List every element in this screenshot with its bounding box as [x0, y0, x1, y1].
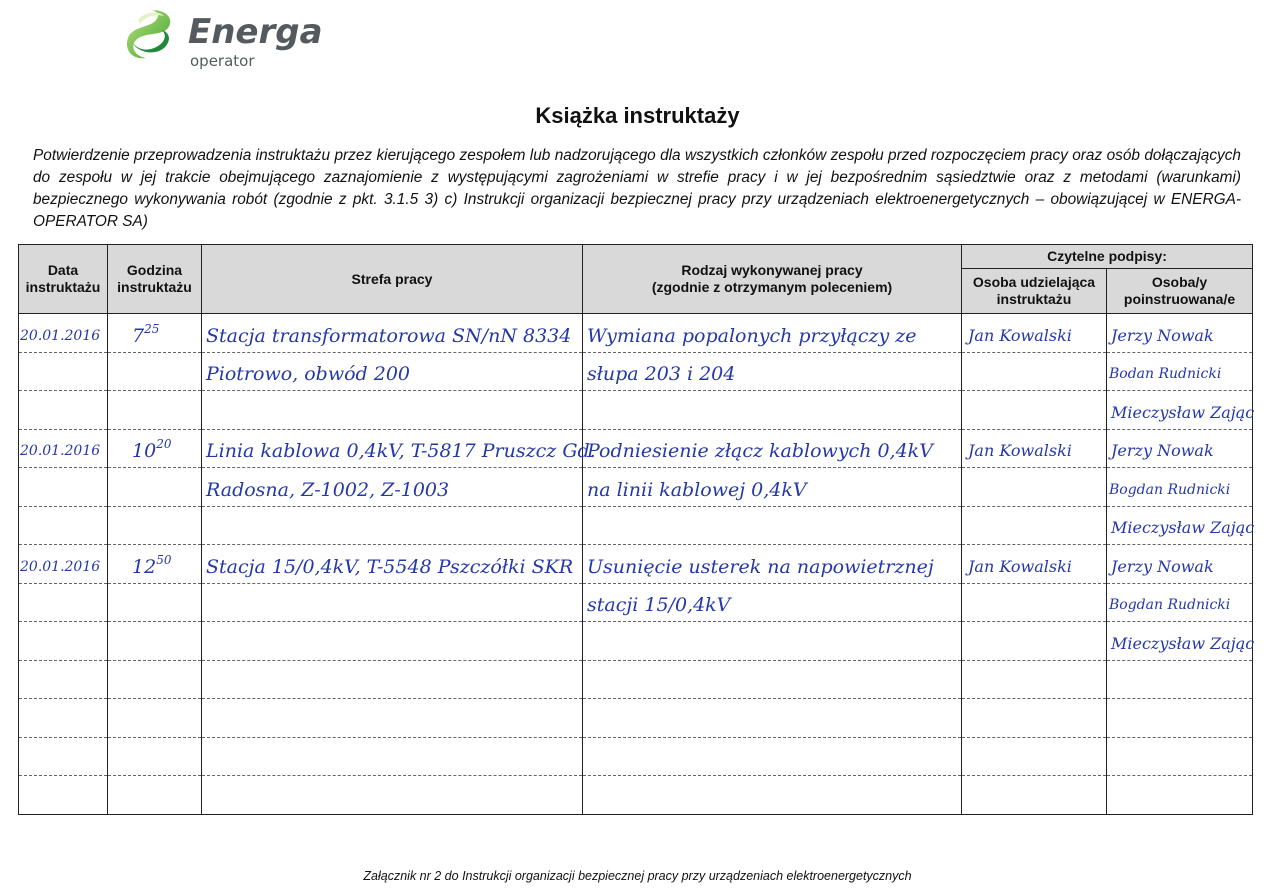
header-work-title: Rodzaj wykonywanej pracy: [681, 262, 863, 278]
work-cell[interactable]: [583, 583, 962, 622]
entry-time-hour: 7: [132, 324, 145, 347]
receiver-signature: Mieczysław Zając: [1111, 518, 1255, 537]
receiver-cell[interactable]: [1107, 352, 1253, 391]
receiver-signature: Jerzy Nowak: [1111, 556, 1214, 576]
receiver-cell[interactable]: [1107, 622, 1253, 661]
zone-line: Stacja transformatorowa SN/nN 8334: [206, 324, 572, 347]
giver-cell[interactable]: [962, 429, 1107, 468]
work-cell[interactable]: [583, 622, 962, 661]
receiver-cell[interactable]: [1107, 545, 1253, 584]
receiver-cell[interactable]: [1107, 737, 1253, 776]
date-cell[interactable]: [19, 583, 108, 622]
instruction-log-table: [18, 244, 1253, 815]
table-row: [19, 737, 1253, 776]
giver-cell[interactable]: [962, 583, 1107, 622]
giver-cell[interactable]: [962, 314, 1107, 353]
date-cell[interactable]: [19, 468, 108, 507]
header-date: Data instruktażu: [19, 245, 108, 314]
zone-cell[interactable]: [202, 506, 583, 545]
receiver-signature: Jerzy Nowak: [1111, 325, 1214, 345]
receiver-cell[interactable]: [1107, 429, 1253, 468]
giver-cell[interactable]: [962, 737, 1107, 776]
receiver-signature: Bodan Rudnicki: [1109, 366, 1222, 382]
header-time: Godzina instruktażu: [108, 245, 202, 314]
zone-cell[interactable]: [202, 699, 583, 738]
table-row: [19, 660, 1253, 699]
page-footer: Załącznik nr 2 do Instrukcji organizacji bezpiecznej pracy przy urządzeniach elektroenergetycznych: [363, 869, 912, 883]
table-row: [19, 776, 1253, 815]
work-cell[interactable]: [583, 352, 962, 391]
receiver-cell[interactable]: [1107, 660, 1253, 699]
entry-date: 20.01.2016: [20, 327, 101, 344]
giver-cell[interactable]: [962, 660, 1107, 699]
work-cell[interactable]: [583, 506, 962, 545]
entry-date: 20.01.2016: [20, 443, 101, 459]
time-cell[interactable]: [108, 776, 202, 815]
receiver-signature: Mieczysław Zając: [1111, 633, 1255, 653]
giver-cell[interactable]: [962, 622, 1107, 661]
time-cell[interactable]: [108, 352, 202, 391]
time-cell[interactable]: [108, 583, 202, 622]
work-cell[interactable]: [583, 699, 962, 738]
date-cell[interactable]: [19, 776, 108, 815]
time-cell[interactable]: [108, 391, 202, 430]
table-row: [19, 583, 1253, 622]
entry-time-minute: 20: [156, 437, 172, 451]
time-cell[interactable]: [108, 622, 202, 661]
receiver-cell[interactable]: [1107, 506, 1253, 545]
entry-time: [108, 549, 201, 583]
time-cell[interactable]: [108, 314, 202, 353]
date-cell[interactable]: [19, 622, 108, 661]
time-cell[interactable]: [108, 429, 202, 468]
brand-name: Energa: [188, 12, 323, 52]
work-line: Wymiana popalonych przyłączy ze: [587, 324, 917, 347]
date-cell[interactable]: [19, 506, 108, 545]
time-cell[interactable]: [108, 737, 202, 776]
header-receivers: Osoba/y poinstruowana/e: [1107, 269, 1253, 314]
entry-time-hour: 10: [132, 440, 157, 462]
work-line: słupa 203 i 204: [587, 363, 736, 385]
table-row: [19, 352, 1253, 391]
work-cell[interactable]: [583, 660, 962, 699]
header-zone: Strefa pracy: [202, 245, 583, 314]
receiver-cell[interactable]: [1107, 468, 1253, 507]
work-cell[interactable]: [583, 545, 962, 584]
table-row: [19, 429, 1253, 468]
zone-cell[interactable]: [202, 352, 583, 391]
giver-cell[interactable]: [962, 699, 1107, 738]
zone-cell[interactable]: [202, 737, 583, 776]
giver-cell[interactable]: [962, 776, 1107, 815]
table-row: [19, 314, 1253, 353]
header-giver: Osoba udzielająca instruktażu: [962, 269, 1107, 314]
date-cell[interactable]: [19, 429, 108, 468]
giver-signature: Jan Kowalski: [968, 441, 1072, 460]
date-cell[interactable]: [19, 699, 108, 738]
energa-logo: [122, 6, 322, 72]
receiver-cell[interactable]: [1107, 583, 1253, 622]
zone-line: Radosna, Z-1002, Z-1003: [206, 478, 450, 501]
giver-cell[interactable]: [962, 352, 1107, 391]
work-line: na linii kablowej 0,4kV: [587, 478, 807, 501]
entry-time-hour: 12: [132, 555, 157, 578]
zone-cell[interactable]: [202, 622, 583, 661]
table-row: [19, 506, 1253, 545]
date-cell[interactable]: [19, 660, 108, 699]
work-cell[interactable]: [583, 314, 962, 353]
zone-line: Piotrowo, obwód 200: [206, 363, 411, 385]
zone-line: Linia kablowa 0,4kV, T-5817 Pruszcz Gd.: [206, 440, 596, 462]
giver-signature: Jan Kowalski: [968, 325, 1072, 345]
zone-cell[interactable]: [202, 468, 583, 507]
time-cell[interactable]: [108, 660, 202, 699]
date-cell[interactable]: [19, 391, 108, 430]
intro-paragraph: Potwierdzenie przeprowadzenia instruktażu przez kierującego zespołem lub nadzorującego dla wszystkich członków zespołu przed rozpoczęciem pracy oraz osób dołączających do zespołu w jej trakcie obejmującego zaznajomienie z występującymi zagrożeniami w strefie pracy i w jej bezpośrednim sąsiedztwie oraz z metodami (warunkami) bezpiecznego wykonywania robót (zgodnie z pkt. 3.1.5 3) c) Instrukcji organizacji bezpiecznej pracy przy urządzeniach elektroenergetycznych – obowiązującej w ENERGA-OPERATOR SA): [33, 147, 1241, 230]
receiver-signature: Mieczysław Zając: [1111, 402, 1255, 422]
zone-cell[interactable]: [202, 429, 596, 468]
energa-swirl-icon: [122, 6, 182, 66]
table-row: [19, 468, 1253, 507]
receiver-cell[interactable]: [1107, 776, 1253, 815]
entry-time-minute: 50: [156, 552, 172, 567]
work-line: Podniesienie złącz kablowych 0,4kV: [587, 440, 933, 462]
zone-cell[interactable]: [202, 776, 583, 815]
zone-cell[interactable]: [202, 314, 583, 353]
entry-time: [108, 433, 201, 467]
receiver-signature: Bogdan Rudnicki: [1109, 597, 1231, 613]
work-cell[interactable]: [583, 429, 962, 468]
time-cell[interactable]: [108, 506, 202, 545]
table-row: [19, 545, 1253, 584]
header-work: [583, 245, 962, 314]
table-row: [19, 622, 1253, 661]
date-cell[interactable]: [19, 352, 108, 391]
giver-cell[interactable]: [962, 391, 1107, 430]
log-body: [19, 314, 1253, 815]
giver-cell[interactable]: [962, 468, 1107, 507]
date-cell[interactable]: [19, 737, 108, 776]
header-signatures: Czytelne podpisy:: [962, 245, 1253, 269]
time-cell[interactable]: [108, 468, 202, 507]
table-row: [19, 391, 1253, 430]
work-cell[interactable]: [583, 737, 962, 776]
work-cell[interactable]: [583, 468, 962, 507]
receiver-cell[interactable]: [1107, 391, 1253, 430]
receiver-signature: Jerzy Nowak: [1111, 441, 1214, 460]
zone-cell[interactable]: [202, 545, 583, 584]
entry-date: 20.01.2016: [20, 558, 101, 575]
zone-cell[interactable]: [202, 391, 583, 430]
receiver-cell[interactable]: [1107, 699, 1253, 738]
time-cell[interactable]: [108, 699, 202, 738]
zone-cell[interactable]: [202, 660, 583, 699]
giver-cell[interactable]: [962, 506, 1107, 545]
work-line: Usunięcie usterek na napowietrznej: [587, 555, 934, 578]
receiver-cell[interactable]: [1107, 314, 1253, 353]
date-cell[interactable]: [19, 545, 108, 584]
work-line: stacji 15/0,4kV: [587, 594, 731, 616]
time-cell[interactable]: [108, 545, 202, 584]
brand-subtitle: operator: [190, 52, 255, 70]
table-row: [19, 699, 1253, 738]
work-cell[interactable]: [583, 391, 962, 430]
work-cell[interactable]: [583, 776, 962, 815]
page-title: Książka instruktaży: [535, 103, 740, 128]
giver-signature: Jan Kowalski: [968, 556, 1072, 576]
header-work-subtitle: (zgodnie z otrzymanym poleceniem): [651, 279, 893, 295]
zone-line: Stacja 15/0,4kV, T-5548 Pszczółki SKR: [206, 555, 574, 578]
entry-time-minute: 25: [144, 321, 160, 336]
zone-cell[interactable]: [202, 583, 583, 622]
entry-time: [108, 318, 201, 352]
date-cell[interactable]: [19, 314, 108, 353]
receiver-signature: Bogdan Rudnicki: [1109, 481, 1231, 498]
giver-cell[interactable]: [962, 545, 1107, 584]
